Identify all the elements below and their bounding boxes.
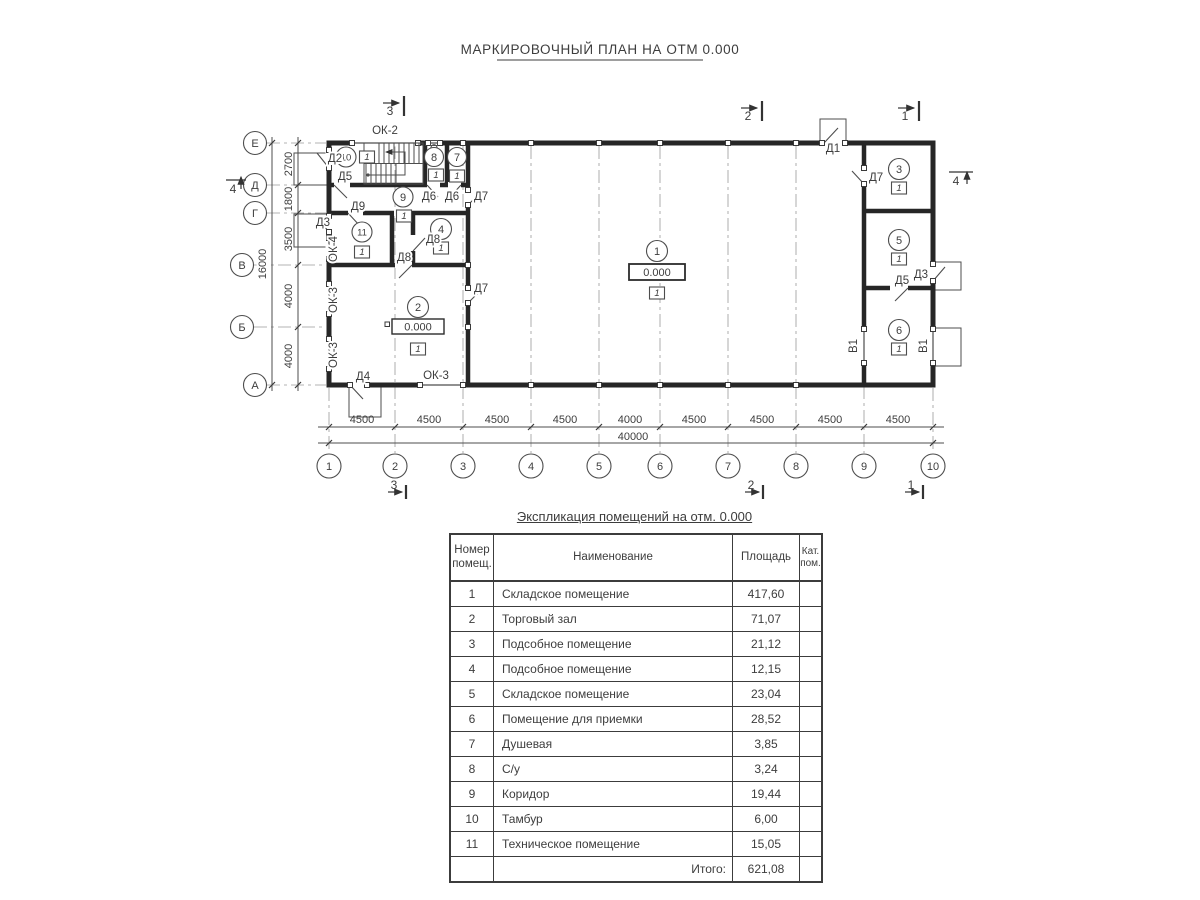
window-label-ok3: ОК-3 (423, 370, 449, 382)
svg-text:6: 6 (656, 461, 664, 473)
room-7-marker (448, 148, 467, 183)
door-label-d1: Д1 (825, 143, 841, 155)
total-dimension-bottom: 40000 (617, 431, 649, 443)
svg-text:4500: 4500 (552, 414, 578, 426)
room-8-marker (425, 148, 444, 182)
svg-text:4500: 4500 (416, 414, 442, 426)
svg-text:10: 10 (926, 461, 940, 473)
window-label-ok3: ОК-3 (328, 287, 340, 313)
bottom-dimensions (318, 414, 944, 446)
svg-text:4500: 4500 (681, 414, 707, 426)
svg-text:8: 8 (792, 461, 800, 473)
svg-text:2: 2 (747, 478, 755, 492)
svg-text:9: 9 (860, 461, 868, 473)
plan-title: МАРКИРОВОЧНЫЙ ПЛАН НА ОТМ 0.000 (460, 42, 740, 57)
door-label-d7: Д7 (474, 191, 489, 203)
svg-text:1: 1 (896, 254, 902, 265)
door-label-d4: Д4 (355, 371, 371, 383)
svg-text:1: 1 (364, 152, 370, 163)
table-row: 8 С/у 3,24 (451, 756, 821, 781)
gate-label-v1: В1 (848, 338, 860, 354)
left-dimensions (257, 137, 301, 391)
svg-text:3: 3 (895, 164, 903, 176)
svg-text:4000: 4000 (283, 283, 295, 309)
door-label-d3: Д3 (315, 217, 330, 229)
table-row: 5 Складское помещение 23,04 (451, 681, 821, 706)
room-number: 1 (653, 246, 661, 258)
svg-text:4: 4 (527, 461, 535, 473)
svg-text:1: 1 (907, 478, 915, 492)
door-label-d5: Д5 (337, 171, 353, 183)
door-label-d2: Д2 (327, 153, 343, 165)
svg-text:Е: Е (251, 138, 259, 150)
svg-text:8: 8 (430, 152, 438, 164)
table-row: 3 Подсобное помещение 21,12 (451, 631, 821, 656)
room-11-marker (352, 222, 372, 258)
door-label-d8: Д8 (426, 234, 441, 246)
svg-text:4: 4 (437, 224, 445, 236)
axis-grid-lines (254, 143, 933, 453)
total-dimension-left: 16000 (257, 248, 269, 280)
door-label-d6: Д6 (444, 191, 460, 203)
svg-text:1: 1 (433, 170, 439, 181)
table-row: 6 Помещение для приемки 28,52 (451, 706, 821, 731)
door-label-d7: Д7 (869, 172, 884, 184)
svg-text:1: 1 (896, 344, 902, 355)
table-header-row (451, 535, 821, 581)
svg-text:1: 1 (359, 247, 365, 258)
room-3-marker (889, 159, 910, 195)
svg-text:4500: 4500 (885, 414, 911, 426)
svg-text:1: 1 (454, 171, 460, 182)
svg-text:Б: Б (238, 322, 246, 334)
svg-text:9: 9 (399, 192, 407, 204)
svg-text:1: 1 (438, 243, 444, 254)
total-value: 621,08 (732, 857, 799, 881)
svg-text:4: 4 (952, 174, 960, 188)
table-row: 4 Подсобное помещение 12,15 (451, 656, 821, 681)
room-2-marker (385, 297, 444, 356)
window-label-ok2: ОК-2 (372, 125, 398, 137)
window-label-ok4: ОК-4 (328, 236, 340, 262)
svg-text:4500: 4500 (749, 414, 775, 426)
door-label-d3: Д3 (913, 269, 928, 281)
svg-text:4500: 4500 (349, 414, 375, 426)
svg-text:3: 3 (386, 104, 394, 118)
header-room-number: Номер помещ. (452, 544, 492, 570)
explication-table (449, 533, 823, 883)
svg-text:7: 7 (453, 152, 461, 164)
svg-text:2: 2 (744, 109, 752, 123)
room-1-marker (629, 241, 685, 300)
elevation-mark: 0.000 (404, 321, 432, 334)
svg-text:3: 3 (459, 461, 467, 473)
svg-text:3: 3 (390, 478, 398, 492)
svg-text:1: 1 (896, 183, 902, 194)
room-number: 2 (414, 302, 422, 314)
svg-text:Д: Д (251, 180, 259, 192)
room-5-marker (889, 230, 910, 266)
svg-text:4000: 4000 (617, 414, 643, 426)
room-category: 1 (654, 288, 660, 299)
room-9-marker (393, 187, 413, 222)
room-category: 1 (415, 344, 421, 355)
svg-text:11: 11 (357, 227, 367, 239)
svg-text:3500: 3500 (283, 226, 295, 252)
svg-text:1: 1 (901, 109, 909, 123)
svg-text:5: 5 (895, 235, 903, 247)
table-total-row (451, 856, 821, 881)
window-label-ok3: ОК-3 (328, 342, 340, 368)
table-row: 2 Торговый зал 71,07 (451, 606, 821, 631)
gate-label-v1: В1 (918, 338, 930, 354)
table-row: 1 Складское помещение 417,60 (451, 581, 821, 606)
svg-text:1: 1 (401, 211, 407, 222)
door-label-d6: Д6 (421, 191, 437, 203)
total-label: Итого: (493, 857, 732, 881)
header-category: Кат. пом. (799, 535, 821, 580)
table-row: 7 Душевая 3,85 (451, 731, 821, 756)
svg-text:5: 5 (595, 461, 603, 473)
explication-title: Экспликация помещений на отм. 0.000 (516, 509, 753, 524)
svg-text:В: В (238, 260, 246, 272)
table-row: 10 Тамбур 6,00 (451, 806, 821, 831)
door-label-d5: Д5 (894, 275, 910, 287)
svg-text:1: 1 (325, 461, 333, 473)
door-label-d8: Д8 (396, 252, 412, 264)
svg-text:2: 2 (391, 461, 399, 473)
table-row: 11 Техническое помещение 15,05 (451, 831, 821, 856)
svg-text:1800: 1800 (283, 186, 295, 212)
svg-text:4: 4 (229, 182, 237, 196)
svg-text:4000: 4000 (283, 343, 295, 369)
header-name: Наименование (493, 535, 732, 580)
svg-text:А: А (251, 380, 259, 392)
header-area: Площадь (732, 535, 799, 580)
room-6-marker (889, 320, 910, 356)
svg-text:2700: 2700 (283, 151, 295, 177)
axis-bubbles-bottom (317, 454, 945, 478)
table-row: 9 Коридор 19,44 (451, 781, 821, 806)
door-label-d9: Д9 (350, 201, 366, 213)
svg-text:10: 10 (340, 152, 352, 164)
elevation-mark: 0.000 (643, 267, 671, 279)
svg-text:4500: 4500 (817, 414, 843, 426)
svg-text:6: 6 (895, 325, 903, 337)
svg-text:4500: 4500 (484, 414, 510, 426)
svg-text:7: 7 (724, 461, 732, 473)
svg-text:Г: Г (252, 208, 258, 220)
door-label-d7: Д7 (474, 283, 489, 295)
